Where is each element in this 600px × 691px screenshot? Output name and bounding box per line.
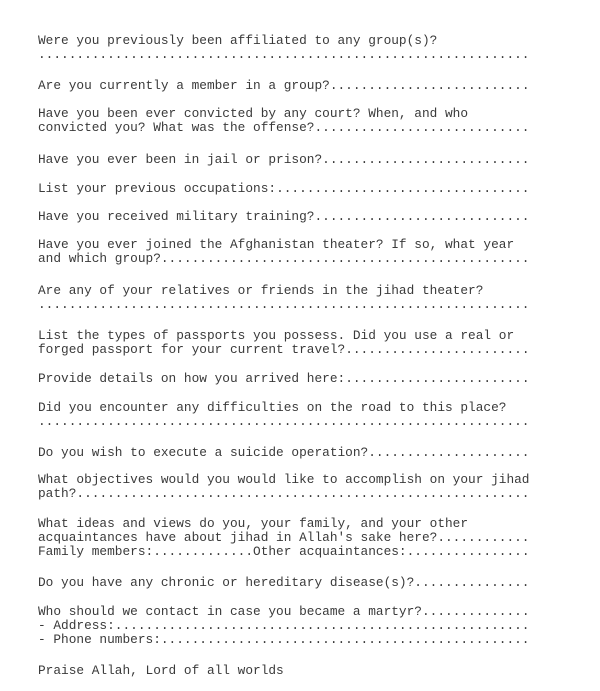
question-line <box>38 473 532 487</box>
question-text: and which group? <box>38 252 161 266</box>
question-text: forged passport for your current travel? <box>38 343 346 357</box>
answer-dotted-leader <box>422 605 532 619</box>
question-text: Were you previously been affiliated to any group(s)? <box>38 34 438 48</box>
question-line <box>38 329 532 343</box>
question-block <box>38 153 532 167</box>
answer-dotted-leader <box>414 576 532 590</box>
question-line <box>38 107 532 121</box>
question-text: Are you currently a member in a group? <box>38 79 330 93</box>
question-text: Did you encounter any difficulties on the road to this place? <box>38 401 507 415</box>
answer-dotted-leader <box>322 153 532 167</box>
question-line <box>38 252 532 266</box>
question-line <box>38 182 532 196</box>
question-block <box>38 576 532 590</box>
question-line <box>38 605 532 619</box>
answer-dotted-leader <box>161 252 532 266</box>
question-block <box>38 605 532 647</box>
answer-dotted-leader <box>330 79 532 93</box>
question-line <box>38 121 532 135</box>
question-text: Do you wish to execute a suicide operation? <box>38 446 369 460</box>
answer-dotted-leader <box>38 48 532 62</box>
answer-dotted-leader <box>76 487 532 501</box>
question-block <box>38 79 532 93</box>
answer-dotted-leader <box>161 633 532 647</box>
question-line <box>38 446 532 460</box>
question-text: Praise Allah, Lord of all worlds <box>38 664 284 678</box>
question-text: Have you received military training? <box>38 210 315 224</box>
question-text: Have you ever been in jail or prison? <box>38 153 323 167</box>
answer-dotted-leader <box>314 210 532 224</box>
question-text: What objectives would you would like to accomplish on your jihad <box>38 473 530 487</box>
answer-dotted-leader <box>276 182 532 196</box>
answer-dotted-leader <box>368 446 532 460</box>
question-text: convicted you? What was the offense? <box>38 121 315 135</box>
question-line <box>38 34 532 48</box>
question-line <box>38 153 532 167</box>
question-text: Do you have any chronic or hereditary disease(s)? <box>38 576 415 590</box>
question-block <box>38 473 532 501</box>
question-block <box>38 329 532 357</box>
answer-dotted-leader <box>38 415 532 429</box>
question-line <box>38 545 532 559</box>
question-line <box>38 531 532 545</box>
question-block <box>38 182 532 196</box>
question-text: List the types of passports you possess. Did you use a real or <box>38 329 515 343</box>
question-text: Have you ever joined the Afghanistan theater? If so, what year <box>38 238 515 252</box>
question-line <box>38 48 532 62</box>
question-block <box>38 372 532 386</box>
question-line <box>38 284 532 298</box>
question-line <box>38 619 532 633</box>
answer-dotted-leader <box>38 298 532 312</box>
question-line <box>38 576 532 590</box>
question-text: acquaintances have about jihad in Allah's sake here? <box>38 531 438 545</box>
question-text: What ideas and views do you, your family, and your other <box>38 517 469 531</box>
question-line <box>38 372 532 386</box>
question-line <box>38 238 532 252</box>
question-text: List your previous occupations: <box>38 182 277 196</box>
question-line <box>38 517 532 531</box>
question-block <box>38 210 532 224</box>
answer-dotted-leader <box>345 372 532 386</box>
question-block <box>38 107 532 135</box>
question-line <box>38 343 532 357</box>
question-line <box>38 210 532 224</box>
question-text: Family members:.............Other acquaintances: <box>38 545 407 559</box>
question-block <box>38 34 532 62</box>
question-line <box>38 664 532 678</box>
question-block <box>38 446 532 460</box>
question-line <box>38 79 532 93</box>
answer-dotted-leader <box>437 531 532 545</box>
question-text: - Phone numbers: <box>38 633 161 647</box>
question-block <box>38 517 532 559</box>
question-block <box>38 238 532 266</box>
question-text: path? <box>38 487 77 501</box>
question-line <box>38 487 532 501</box>
question-line <box>38 633 532 647</box>
question-text: Provide details on how you arrived here: <box>38 372 346 386</box>
question-text: Who should we contact in case you became a martyr? <box>38 605 422 619</box>
answer-dotted-leader <box>314 121 532 135</box>
question-text: Are any of your relatives or friends in the jihad theater? <box>38 284 484 298</box>
question-text: Have you been ever convicted by any court? When, and who <box>38 107 469 121</box>
question-line <box>38 415 532 429</box>
closing-line <box>38 664 532 678</box>
answer-dotted-leader <box>345 343 532 357</box>
answer-dotted-leader <box>407 545 532 559</box>
question-block <box>38 284 532 312</box>
answer-dotted-leader <box>115 619 532 633</box>
question-text: - Address: <box>38 619 115 633</box>
question-line <box>38 298 532 312</box>
question-line <box>38 401 532 415</box>
question-block <box>38 401 532 429</box>
